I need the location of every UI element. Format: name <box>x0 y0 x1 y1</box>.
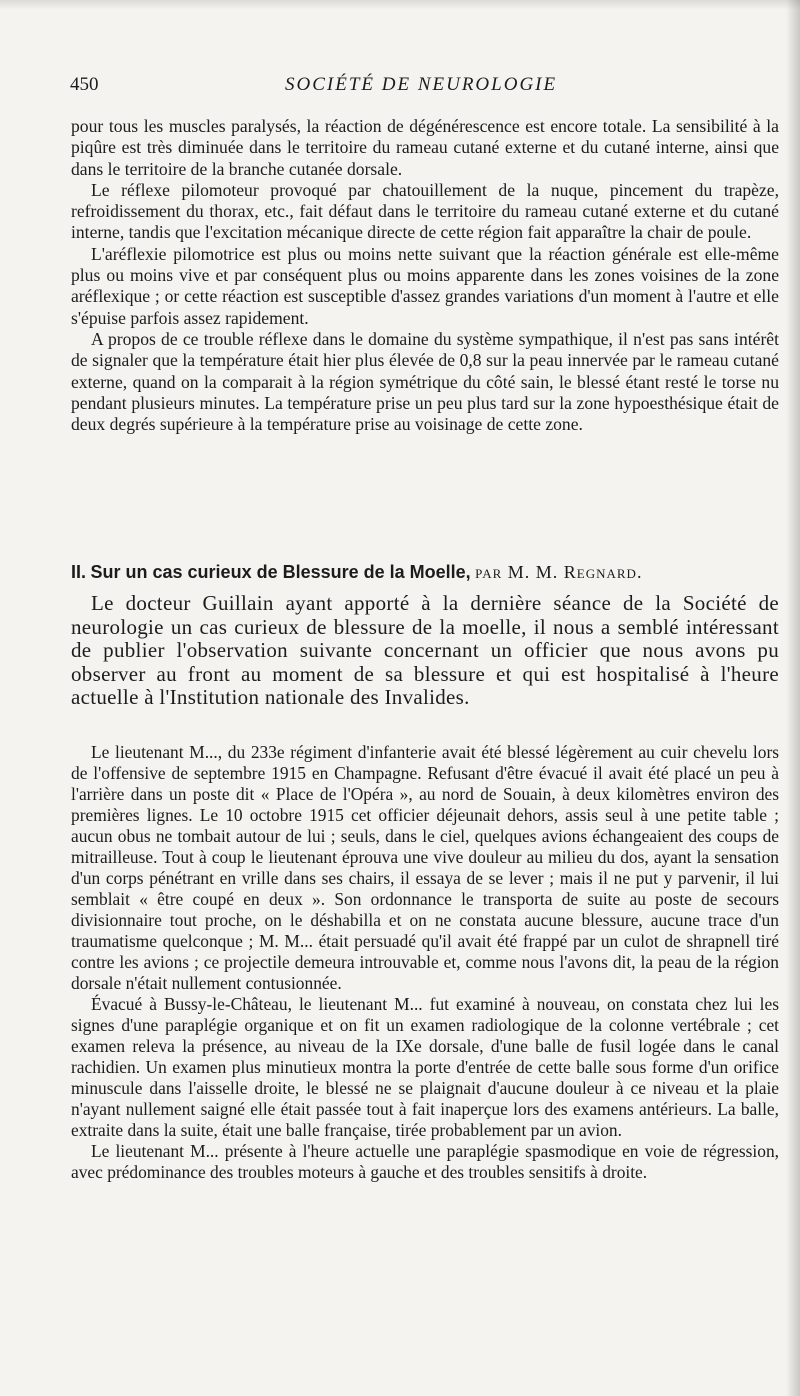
page-number: 450 <box>70 74 99 95</box>
paragraph: L'aréflexie pilomotrice est plus ou moins nette suivant que la réaction générale est elle-même plus ou moins vive et par conséquent plus ou moins apparente dans les zones voisines de la zone aréflexique ; or cette réaction est susceptible d'assez grandes variations d'un moment à l'autre et elle s'épuise parfois assez rapidement. <box>71 243 779 328</box>
paragraph: pour tous les muscles paralysés, la réaction de dégénérescence est encore totale. La sensibilité à la piqûre est très diminuée dans le territoire du rameau cutané externe et du cutané interne, ainsi que dans le territoire de la branche cutanée dorsale. <box>71 116 779 179</box>
case-report <box>71 742 779 1183</box>
continued-text <box>71 116 779 435</box>
paragraph: Le réflexe pilomoteur provoqué par chatouillement de la nuque, pincement du trapèze, refroidissement du thorax, etc., fait défaut dans le territoire du rameau cutané externe et du cutané interne, tandis que l'excitation mécanique directe de cette région fait apparaître la chair de poule. <box>71 179 779 243</box>
section-author: par M. M. Regnard. <box>475 562 643 582</box>
section-heading <box>71 562 783 583</box>
section-number: II. <box>71 562 87 582</box>
intro-paragraph: Le docteur Guillain ayant apporté à la dernière séance de la Société de neurologie un cas curieux de blessure de la moelle, il nous a semblé intéressant de publier l'observation suivante concernant un officier que nous avons pu observer au front au moment de sa blessure et qui est hospitalisé à l'heure actuelle à l'Institution nationale des Invalides. <box>71 591 779 710</box>
case-paragraph: Le lieutenant M..., du 233e régiment d'infanterie avait été blessé légèrement au cuir chevelu lors de l'offensive de septembre 1915 en Champagne. Refusant d'être évacué il avait été placé un peu à l'arrière dans un poste dit « Place de l'Opéra », au nord de Souain, à deux kilomètres environ des premières lignes. Le 10 octobre 1915 cet officier déjeunait dehors, assis seul à une petite table ; aucun obus ne tombait autour de lui ; seuls, dans le ciel, quelques avions échangeaient des coups de mitrailleuse. Tout à coup le lieutenant éprouva une vive douleur au milieu du dos, ayant la sensation d'un corps pénétrant en vrille dans ses chairs, il essaya de se lever ; mais il ne put y parvenir, il lui semblait « être coupé en deux ». Son ordonnance le transporta de suite au poste de secours divisionnaire tout proche, on le déshabilla et on ne constata aucune blessure, aucune trace d'un traumatisme quelconque ; M. M... était persuadé qu'il avait été frappé par un culot de shrapnell tiré contre les avions ; ce projectile demeura introuvable et, comme nous l'avons dit, la peau de la région dorsale n'était nullement contusionnée. <box>71 742 779 993</box>
scan-top-shadow <box>0 0 800 10</box>
section-intro <box>71 592 779 710</box>
scan-edge-shadow <box>786 0 800 1396</box>
running-title: SOCIÉTÉ DE NEUROLOGIE <box>285 74 558 95</box>
paragraph: A propos de ce trouble réflexe dans le domaine du système sympathique, il n'est pas sans intérêt de signaler que la température était hier plus élevée de 0,8 sur la peau innervée par le rameau cutané externe, quand on la comparait à la région symétrique du côté sain, le blessé étant resté le torse nu pendant plusieurs minutes. La température prise un peu plus tard sur la zone hypoesthésique était de deux degrés supérieure à la température prise au voisinage de cette zone. <box>71 328 779 435</box>
case-paragraph: Évacué à Bussy-le-Château, le lieutenant M... fut examiné à nouveau, on constata chez lui les signes d'une paraplégie organique et on fit un examen radiologique de la colonne vertébrale ; cet examen releva la présence, au niveau de la IXe dorsale, d'une balle de fusil logée dans le canal rachidien. Un examen plus minutieux montra la porte d'entrée de cette balle sous forme d'un orifice minuscule dans l'aisselle droite, le blessé ne se plaignait d'aucune douleur à ce niveau et la plaie n'ayant nullement saigné elle était passée tout à fait inaperçue lors des examens antérieurs. La balle, extraite dans la suite, était une balle française, tirée probablement par un avion. <box>71 994 779 1140</box>
section-title: Sur un cas curieux de Blessure de la Moelle, <box>90 562 471 582</box>
case-paragraph: Le lieutenant M... présente à l'heure actuelle une paraplégie spasmodique en voie de régression, avec prédominance des troubles moteurs à gauche et des troubles sensitifs à droite. <box>71 1141 779 1182</box>
page-header <box>70 74 770 106</box>
